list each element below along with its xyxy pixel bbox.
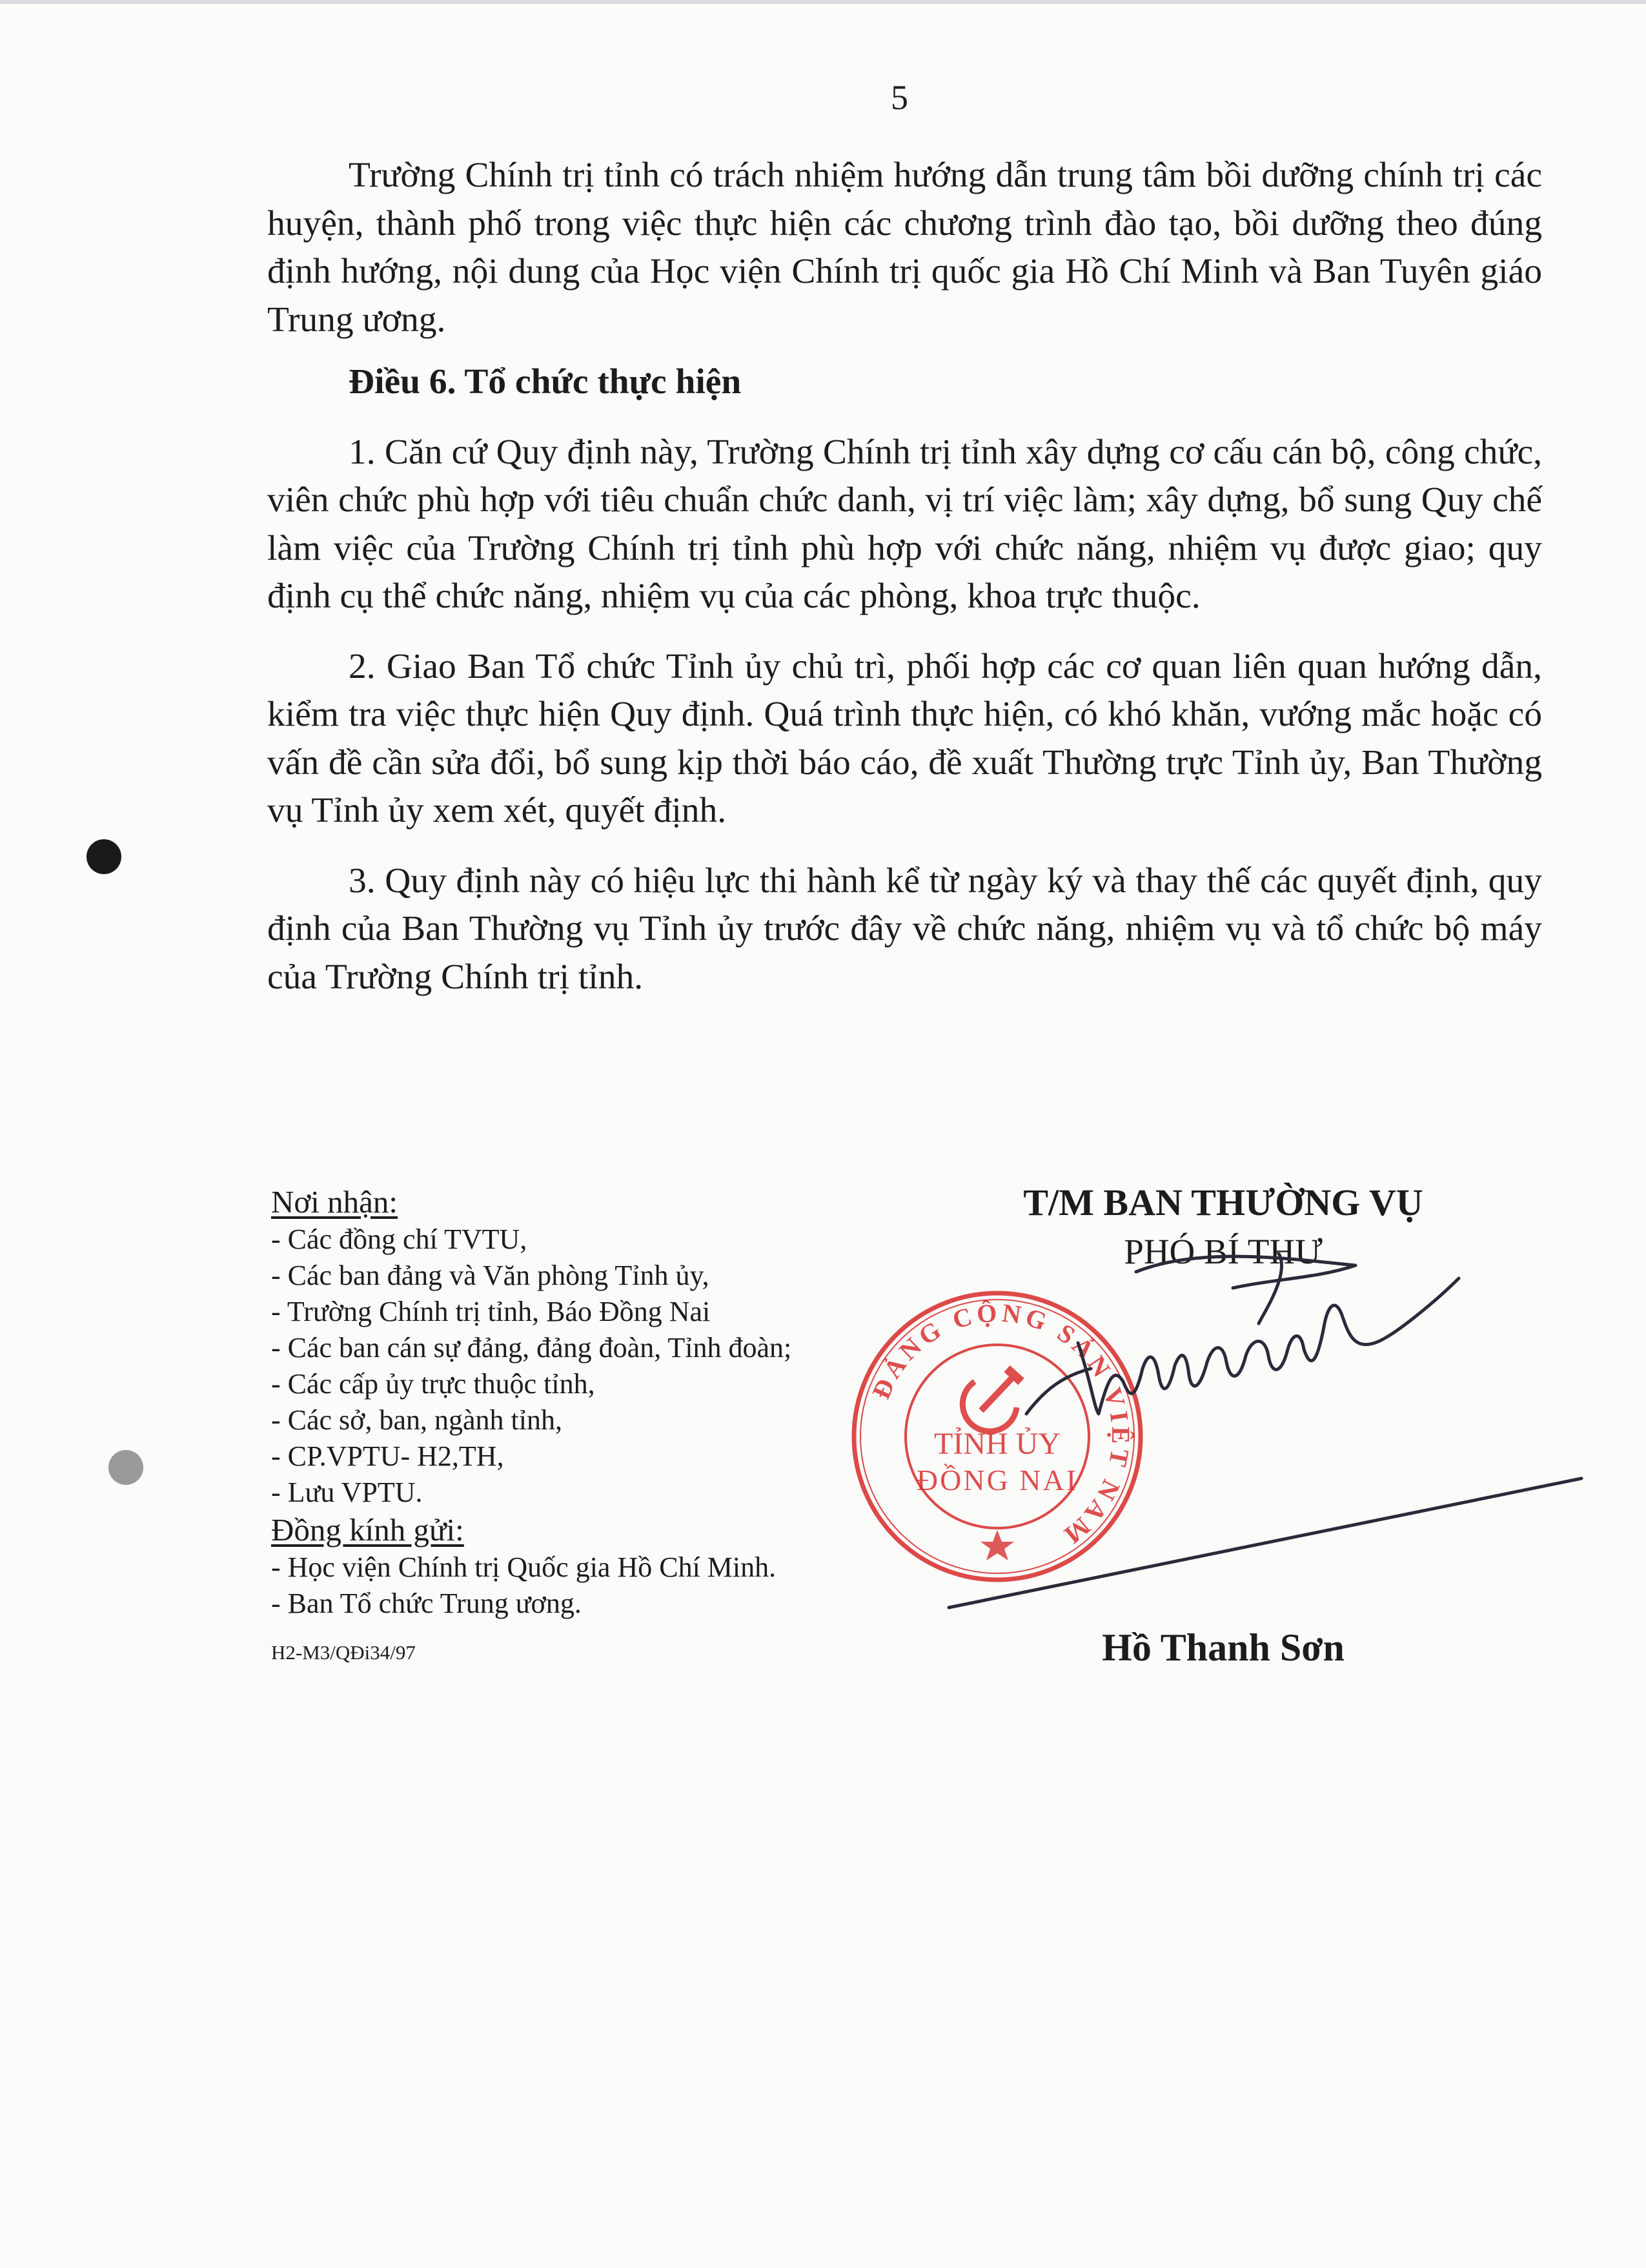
article-6-item-2: 2. Giao Ban Tổ chức Tỉnh ủy chủ trì, phối hợp các cơ quan liên quan hướng dẫn, kiểm tra việc thực hiện Quy định. Quá trình thực hiện, có khó khăn, vướng mắc hoặc có vấn đề cần sửa đổi, bổ sung kịp thời báo cáo, đề xuất Thường trực Tỉnh ủy, Ban Thường vụ Tỉnh ủy xem xét, quyết định. <box>267 646 1542 830</box>
punch-hole <box>108 1450 143 1485</box>
recipient-item: - Các ban đảng và Văn phòng Tỉnh ủy, <box>271 1260 709 1291</box>
recipient-item: - Trường Chính trị tỉnh, Báo Đồng Nai <box>271 1296 711 1327</box>
paragraph-training-guidance: Trường Chính trị tỉnh có trách nhiệm hướng dẫn trung tâm bồi dưỡng chính trị các huyện, thành phố trong việc thực hiện các chương trình đào tạo, bồi dưỡng theo đúng định hướng, nội dung của Học viện Chính trị quốc gia Hồ Chí Minh và Ban Tuyên giáo Trung ương. <box>267 156 1542 340</box>
signer-name: Hồ Thanh Sơn <box>1102 1626 1345 1669</box>
punch-hole <box>86 839 121 874</box>
seal-ring-text: ĐẢNG CỘNG SẢN VIỆT NAM <box>866 1298 1136 1553</box>
article-6-item-3: 3. Quy định này có hiệu lực thi hành kể từ ngày ký và thay thế các quyết định, quy định của Ban Thường vụ Tỉnh ủy trước đây về chức năng, nhiệm vụ và tổ chức bộ máy của Trường Chính trị tỉnh. <box>267 861 1542 997</box>
recipient-item: - Các sở, ban, ngành tỉnh, <box>271 1404 562 1436</box>
cc-item: - Ban Tổ chức Trung ương. <box>271 1588 582 1619</box>
seal-center-line-2: ĐỒNG NAI <box>916 1464 1079 1497</box>
recipient-item: - Các đồng chí TVTU, <box>271 1223 527 1255</box>
page-number: 5 <box>891 78 908 117</box>
document-code: H2-M3/QĐi34/97 <box>271 1641 416 1664</box>
article-6-item-1: 1. Căn cứ Quy định này, Trường Chính trị tỉnh xây dựng cơ cấu cán bộ, công chức, viên chức phù hợp với tiêu chuẩn chức danh, vị trí việc làm; xây dựng, bổ sung Quy chế làm việc của Trường Chính trị tỉnh phù hợp với chức năng, nhiệm vụ được giao; quy định cụ thể chức năng, nhiệm vụ của các phòng, khoa trực thuộc. <box>267 432 1542 616</box>
cc-item: - Học viện Chính trị Quốc gia Hồ Chí Minh. <box>271 1551 777 1583</box>
signatory-title: T/M BAN THƯỜNG VỤ <box>1023 1181 1423 1223</box>
recipient-item: - Các ban cán sự đảng, đảng đoàn, Tỉnh đoàn; <box>271 1332 792 1364</box>
signatory-role: PHÓ BÍ THƯ <box>1124 1232 1323 1271</box>
seal-center-line-1: TỈNH ỦY <box>934 1427 1061 1461</box>
cc-title: Đồng kính gửi: <box>271 1512 464 1548</box>
top-edge <box>0 0 1646 4</box>
recipients-block <box>271 1183 917 1664</box>
recipient-item: - CP.VPTU- H2,TH, <box>271 1440 504 1472</box>
recipient-item: - Lưu VPTU. <box>271 1476 423 1508</box>
recipient-item: - Các cấp ủy trực thuộc tỉnh, <box>271 1368 595 1400</box>
article-6-heading: Điều 6. Tổ chức thực hiện <box>349 362 742 402</box>
body-text <box>267 152 1542 1001</box>
handwritten-signature <box>930 1252 1588 1614</box>
recipients-title: Nơi nhận: <box>271 1184 398 1220</box>
